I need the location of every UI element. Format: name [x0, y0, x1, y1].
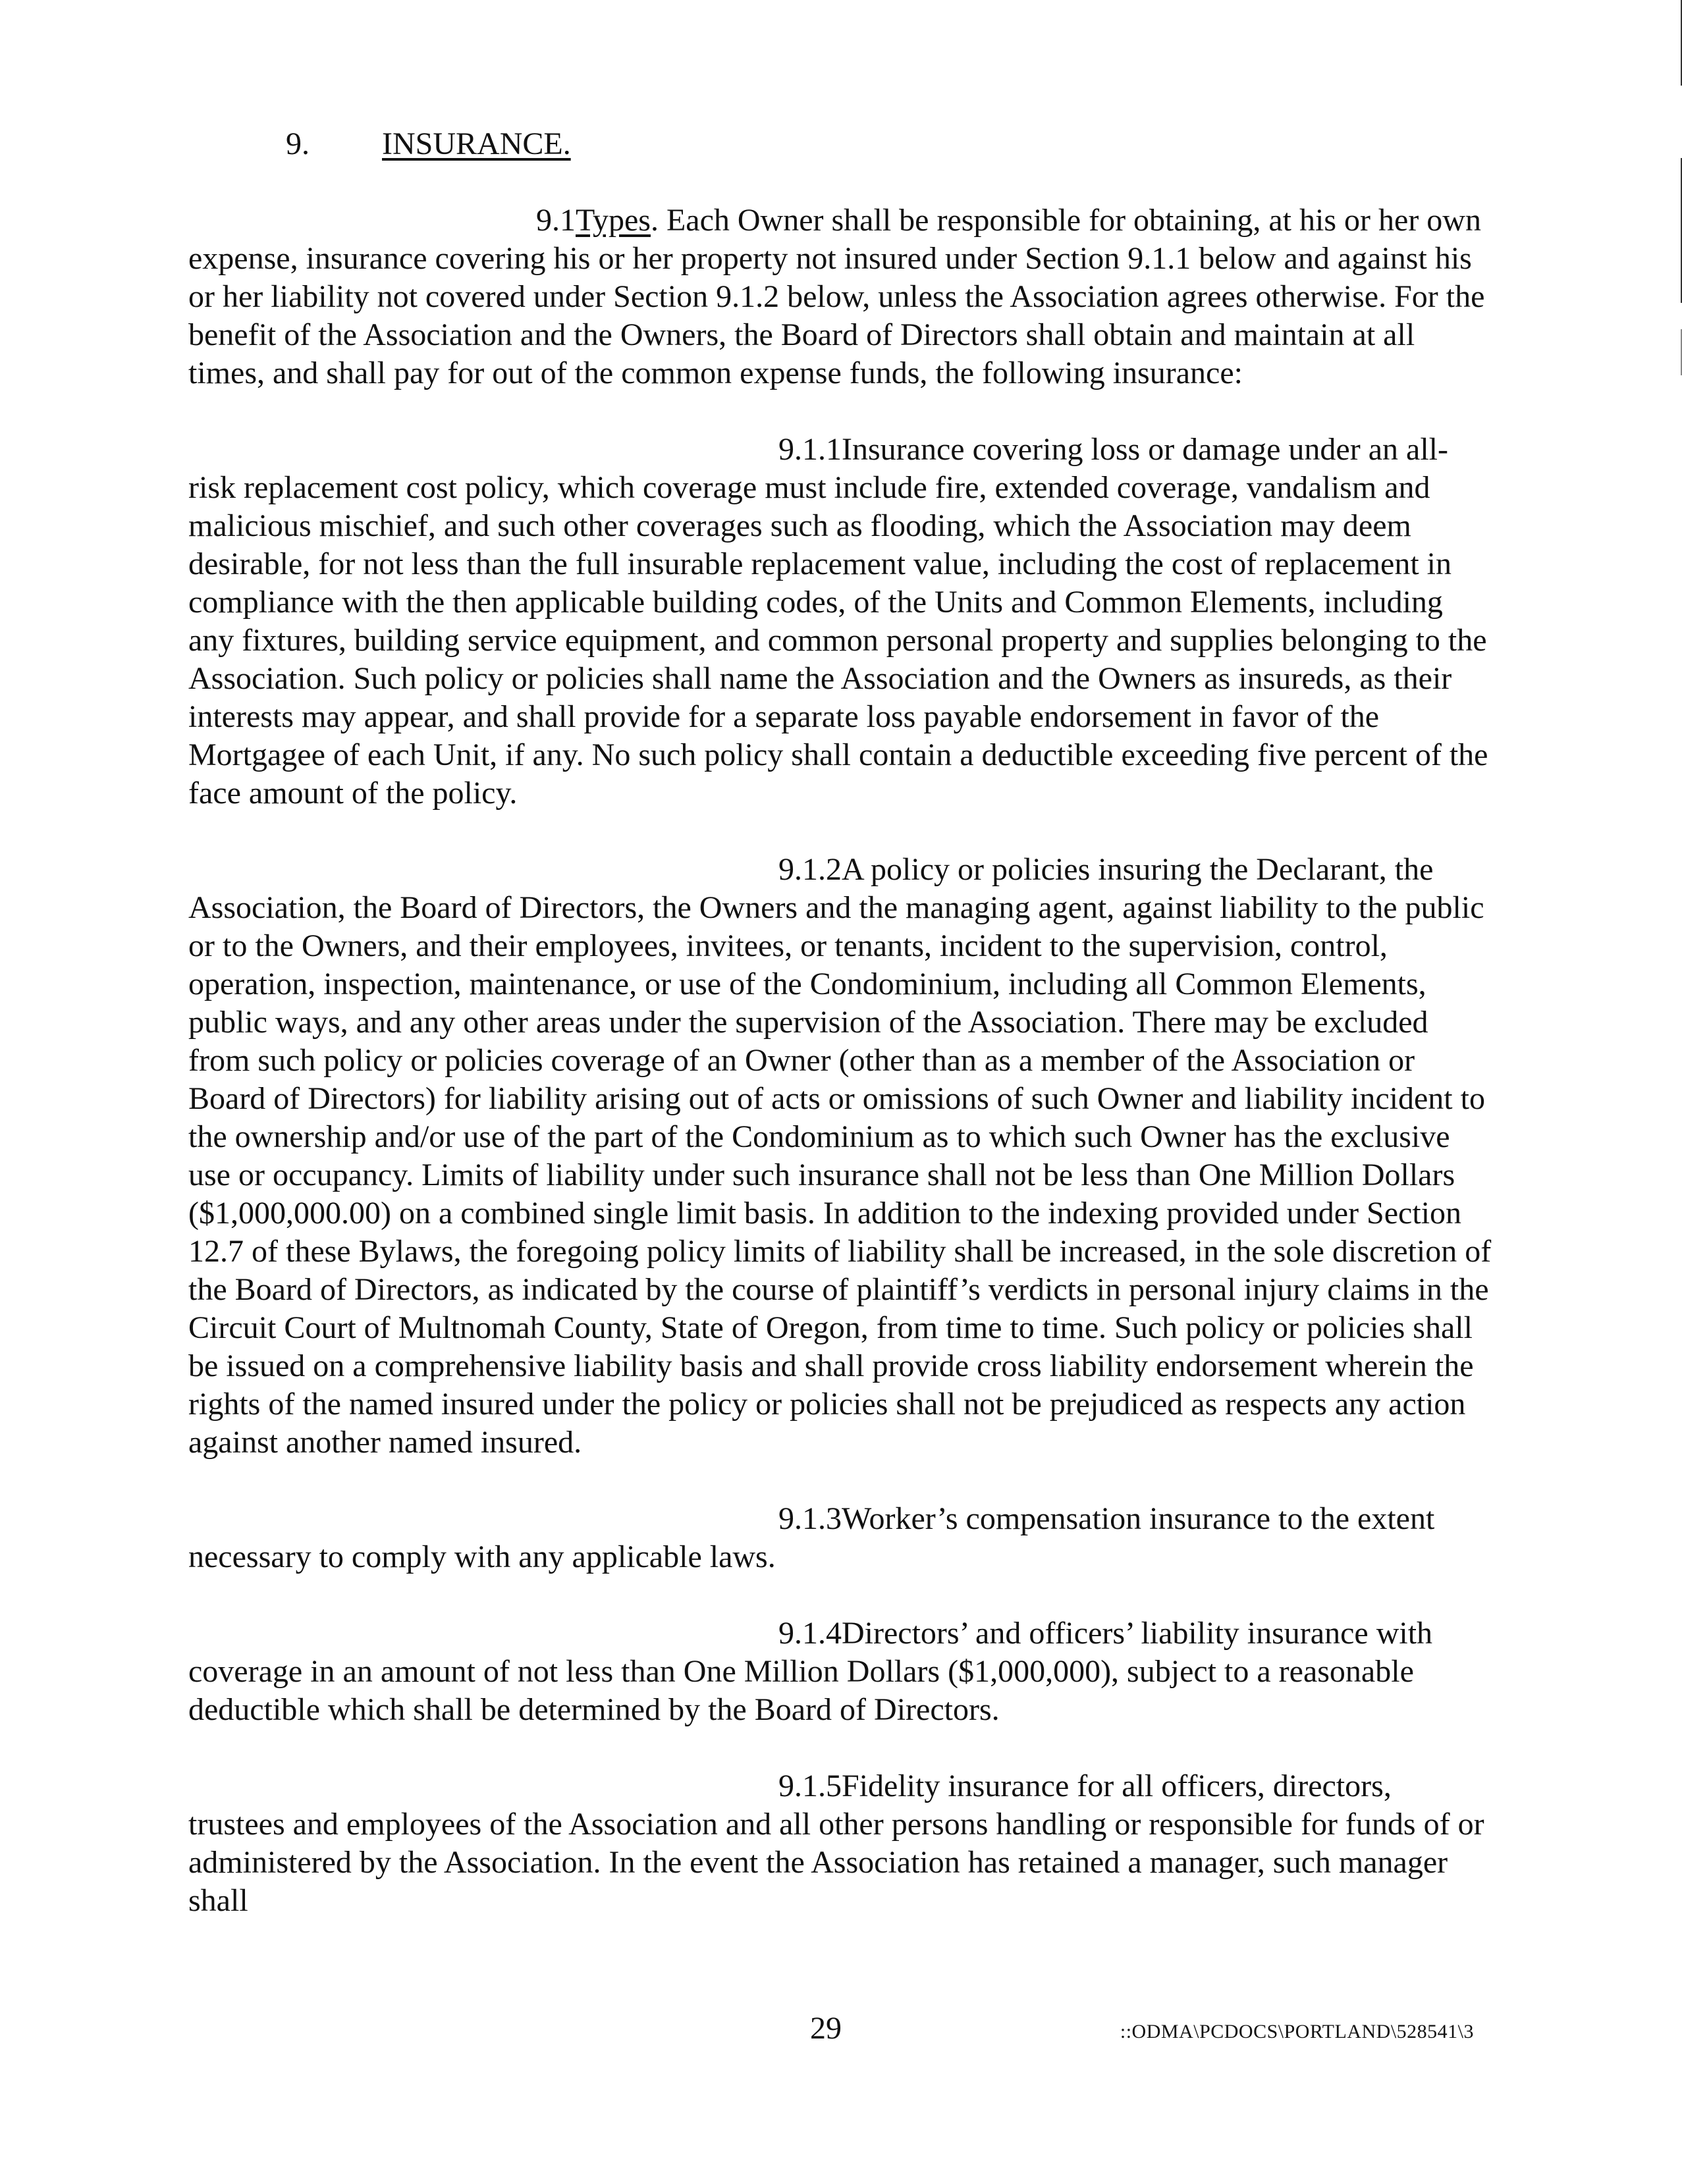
paragraph-number: 9.1: [536, 203, 576, 238]
paragraph-9-1-4: [188, 1614, 1492, 1729]
paragraph-text: . Each Owner shall be responsible for obtaining, at his or her own expense, insurance covering his or her property not insured under Section 9.1.1 below and against his or her liability not covered under Section 9.1.2 below, unless the Association agrees otherwise. For the benefit of the Association and the Owners, the Board of Directors shall obtain and maintain at all times, and shall pay for out of the common expense funds, the following insurance:: [188, 203, 1485, 390]
paragraph-number: 9.1.1: [778, 432, 842, 467]
paragraph-text: A policy or policies insuring the Declarant, the Association, the Board of Directors, the Owners and the managing agent, against liability to the public or to the Owners, and their employees, invitees, or tenants, incident to the supervision, control, operation, inspection, maintenance, or use of the Condominium, including all Common Elements, public ways, and any other areas under the supervision of the Association. There may be excluded from such policy or policies coverage of an Owner (other than as a member of the Association or Board of Directors) for liability arising out of acts or omissions of such Owner and liability incident to the ownership and/or use of the part of the Condominium as to which such Owner has the exclusive use or occupancy. Limits of liability under such insurance shall not be less than One Million Dollars ($1,000,000.00) on a combined single limit basis. In addition to the indexing provided under Section 12.7 of these Bylaws, the foregoing policy limits of liability shall be increased, in the sole discretion of the Board of Directors, as indicated by the course of plaintiff’s verdicts in personal injury claims in the Circuit Court of Multnomah County, State of Oregon, from time to time. Such policy or policies shall be issued on a comprehensive liability basis and shall provide cross liability endorsement wherein the rights of the named insured under the policy or policies shall not be prejudiced as respects any action against another named insured.: [188, 852, 1492, 1460]
paragraph-9-1-5: [188, 1767, 1492, 1920]
paragraph-title: Types: [576, 203, 651, 238]
document-path: ::ODMA\PCDOCS\PORTLAND\528541\3: [1120, 2021, 1474, 2042]
paragraph-9-1-3: [188, 1500, 1492, 1576]
paragraph-number: 9.1.3: [778, 1501, 842, 1536]
paragraph-number: 9.1.4: [778, 1616, 842, 1651]
paragraph-number: 9.1.2: [778, 852, 842, 887]
paragraph-9-1-2: [188, 851, 1492, 1462]
section-title: INSURANCE.: [382, 126, 571, 161]
paragraph-9-1: [188, 201, 1492, 392]
document-body: [188, 125, 1492, 1958]
paragraph-text: Worker’s compensation insurance to the extent necessary to comply with any applicable laws.: [188, 1501, 1435, 1574]
section-heading: [188, 125, 1492, 163]
section-number: 9.: [286, 126, 310, 161]
paragraph-text: Directors’ and officers’ liability insurance with coverage in an amount of not less than One Million Dollars ($1,000,000), subject to a reasonable deductible which shall be determined by the Board of Directors.: [188, 1616, 1433, 1727]
paragraph-text: Fidelity insurance for all officers, directors, trustees and employees of the Association and all other persons handling or responsible for funds of or administered by the Association. In the event the Association has retained a manager, such manager shall: [188, 1769, 1484, 1918]
page-number: 29: [810, 2011, 842, 2046]
paragraph-9-1-1: [188, 431, 1492, 812]
paragraph-text: Insurance covering loss or damage under an all-risk replacement cost policy, which coverage must include fire, extended coverage, vandalism and malicious mischief, and such other coverages such as flooding, which the Association may deem desirable, for not less than the full insurable replacement value, including the cost of replacement in compliance with the then applicable building codes, of the Units and Common Elements, including any fixtures, building service equipment, and common personal property and supplies belonging to the Association. Such policy or policies shall name the Association and the Owners as insureds, as their interests may appear, and shall provide for a separate loss payable endorsement in favor of the Mortgagee of each Unit, if any. No such policy shall contain a deductible exceeding five percent of the face amount of the policy.: [188, 432, 1488, 811]
paragraph-number: 9.1.5: [778, 1769, 842, 1803]
